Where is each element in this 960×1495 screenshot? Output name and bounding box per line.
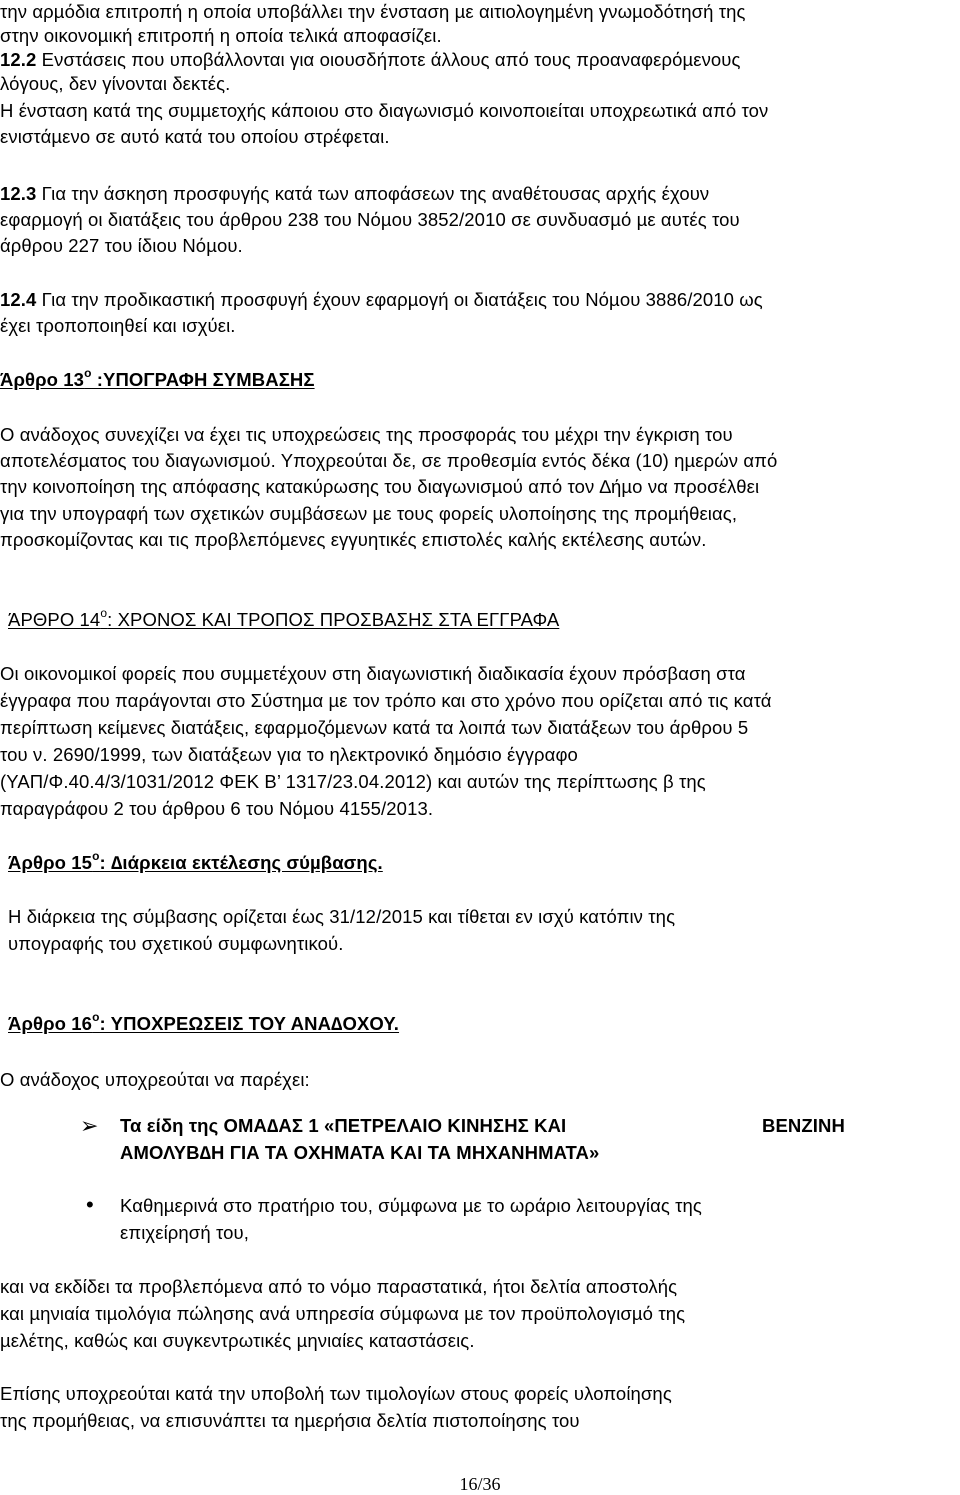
text-line: για την υπογραφή των σχετικών συµβάσεων µε τους φορείς υλοποίησης της προµήθειας, — [0, 503, 738, 524]
text-line: και µηνιαία τιµολόγια πώλησης ανά υπηρεσία σύµφωνα µε τον προϋπολογισµό της — [0, 1303, 686, 1324]
text-line: υπογραφής του σχετικού συµφωνητικού. — [8, 933, 344, 954]
text-line: παραγράφου 2 του άρθρου 6 του Νόµου 4155/2013. — [0, 798, 434, 819]
dot-bullet-icon: • — [86, 1192, 94, 1217]
text-line — [0, 48, 741, 72]
text-line: έγγραφα που παράγονται στο Σύστηµα µε τον τρόπο και στο χρόνο που ορίζεται από τις κατά — [0, 690, 772, 711]
text-line: περίπτωση κείµενες διατάξεις, εφαρµοζόµενων κατά τα λοιπά των διατάξεων του άρθρου 5 — [0, 717, 749, 738]
text-line: αποτελέσµατος του διαγωνισµού. Υποχρεούται δε, σε προθεσµία εντός δέκα (10) ηµερών από — [0, 450, 778, 471]
article-15-heading: Άρθρο $15^o$: ∆ιάρκεια εκτέλεσης σύµβασης. — [8, 849, 383, 873]
text-line: (ΥΑΠ/Φ.40.4/3/1031/2012 ΦΕΚ Β’ 1317/23.04.2012) και αυτών της περίπτωσης β της — [0, 771, 706, 792]
clause-number: 12.3 — [0, 183, 37, 204]
text-line: προσκοµίζοντας και τις προβλεπόµενες εγγυητικές επιστολές καλής εκτέλεσης αυτών. — [0, 529, 707, 550]
text-line: την κοινοποίηση της απόφασης κατακύρωσης του διαγωνισµού από τον ∆ήµο να προσέλθει — [0, 476, 760, 497]
clause-text: Ενστάσεις που υποβάλλονται για οιουσδήποτε άλλους από τους προαναφερόµενους — [36, 49, 741, 70]
text-line: Οι οικονοµικοί φορείς που συµµετέχουν στη διαγωνιστική διαδικασία έχουν πρόσβαση στα — [0, 663, 746, 684]
text-line: άρθρου 227 του ίδιου Νόµου. — [0, 235, 243, 256]
text-line: λόγους, δεν γίνονται δεκτές. — [0, 73, 231, 94]
text-line: την αρµόδια επιτροπή η οποία υποβάλλει την ένσταση µε αιτιολογηµένη γνωµοδότησή της — [0, 1, 746, 22]
text-line: έχει τροποποιηθεί και ισχύει. — [0, 315, 236, 336]
text-line: ενιστάµενο σε αυτό κατά του οποίου στρέφεται. — [0, 126, 390, 147]
page-number: 16/36 — [459, 1474, 501, 1494]
bullet-text: επιχείρησή του, — [120, 1222, 249, 1243]
clause-number: 12.4 — [0, 289, 37, 310]
article-16-heading: Άρθρο $16^o$: ΥΠΟΧΡΕΩΣΕΙΣ ΤΟΥ ΑΝΑ∆ΟΧΟΥ. — [8, 1010, 400, 1034]
text-line: Η διάρκεια της σύµβασης ορίζεται έως 31/12/2015 και τίθεται εν ισχύ κατόπιν της — [8, 906, 676, 927]
clause-number: 12.2 — [0, 49, 37, 70]
bullet-text: Καθηµερινά στο πρατήριο του, σύµφωνα µε το ωράριο λειτουργίας της — [120, 1195, 702, 1216]
text-line: Ο ανάδοχος συνεχίζει να έχει τις υποχρεώσεις της προσφοράς του µέχρι την έγκριση του — [0, 424, 733, 445]
article-13-heading: Άρθρο $13^o$ :ΥΠΟΓΡΑΦΗ ΣΥΜΒΑΣΗΣ — [0, 366, 315, 390]
text-line: Ο ανάδοχος υποχρεούται να παρέχει: — [0, 1069, 310, 1090]
article-14-heading: ΆΡΘΡΟ $14^o$: ΧΡΟΝΟΣ ΚΑΙ ΤΡΟΠΟΣ ΠΡΟΣΒΑΣΗΣ ΣΤΑ ΕΓΓΡΑΦΑ — [8, 606, 560, 630]
arrow-bullet-icon: ➢ — [80, 1113, 99, 1138]
text-line: εφαρµογή οι διατάξεις του άρθρου 238 του Νόµου 3852/2010 σε συνδυασµό µε αυτές του — [0, 209, 740, 230]
bullet-text: Τα είδη της ΟΜΑ∆ΑΣ 1 «ΠΕΤΡΕΛΑΙΟ ΚΙΝΗΣΗΣ ΚΑΙ — [120, 1115, 567, 1136]
bullet-text: ΑΜΟΛΥΒ∆Η ΓΙΑ ΤΑ ΟΧΗΜΑΤΑ ΚΑΙ ΤΑ ΜΗΧΑΝΗΜΑΤΑ» — [120, 1142, 600, 1163]
text-line: της προµήθειας, να επισυνάπτει τα ηµερήσια δελτία πιστοποίησης του — [0, 1410, 580, 1431]
text-line — [0, 182, 709, 206]
text-line: και να εκδίδει τα προβλεπόµενα από το νόµο παραστατικά, ήτοι δελτία αποστολής — [0, 1276, 678, 1297]
clause-text: Για την άσκηση προσφυγής κατά των αποφάσεων της αναθέτουσας αρχής έχουν — [36, 183, 710, 204]
text-line — [0, 288, 763, 312]
clause-text: Για την προδικαστική προσφυγή έχουν εφαρµογή οι διατάξεις του Νόµου 3886/2010 ως — [36, 289, 763, 310]
text-line: µελέτης, καθώς και συγκεντρωτικές µηνιαίες καταστάσεις. — [0, 1330, 475, 1351]
text-line: Η ένσταση κατά της συµµετοχής κάποιου στο διαγωνισµό κοινοποιείται υποχρεωτικά από τον — [0, 100, 769, 121]
text-line: του ν. 2690/1999, των διατάξεων για το ηλεκτρονικό δηµόσιο έγγραφο — [0, 744, 578, 765]
text-line: Επίσης υποχρεούται κατά την υποβολή των τιµολογίων στους φορείς υλοποίησης — [0, 1383, 672, 1404]
text-line: στην οικονοµική επιτροπή η οποία τελικά αποφασίζει. — [0, 25, 442, 46]
bullet-text: ΒΕΝΖΙΝΗ — [762, 1115, 845, 1136]
